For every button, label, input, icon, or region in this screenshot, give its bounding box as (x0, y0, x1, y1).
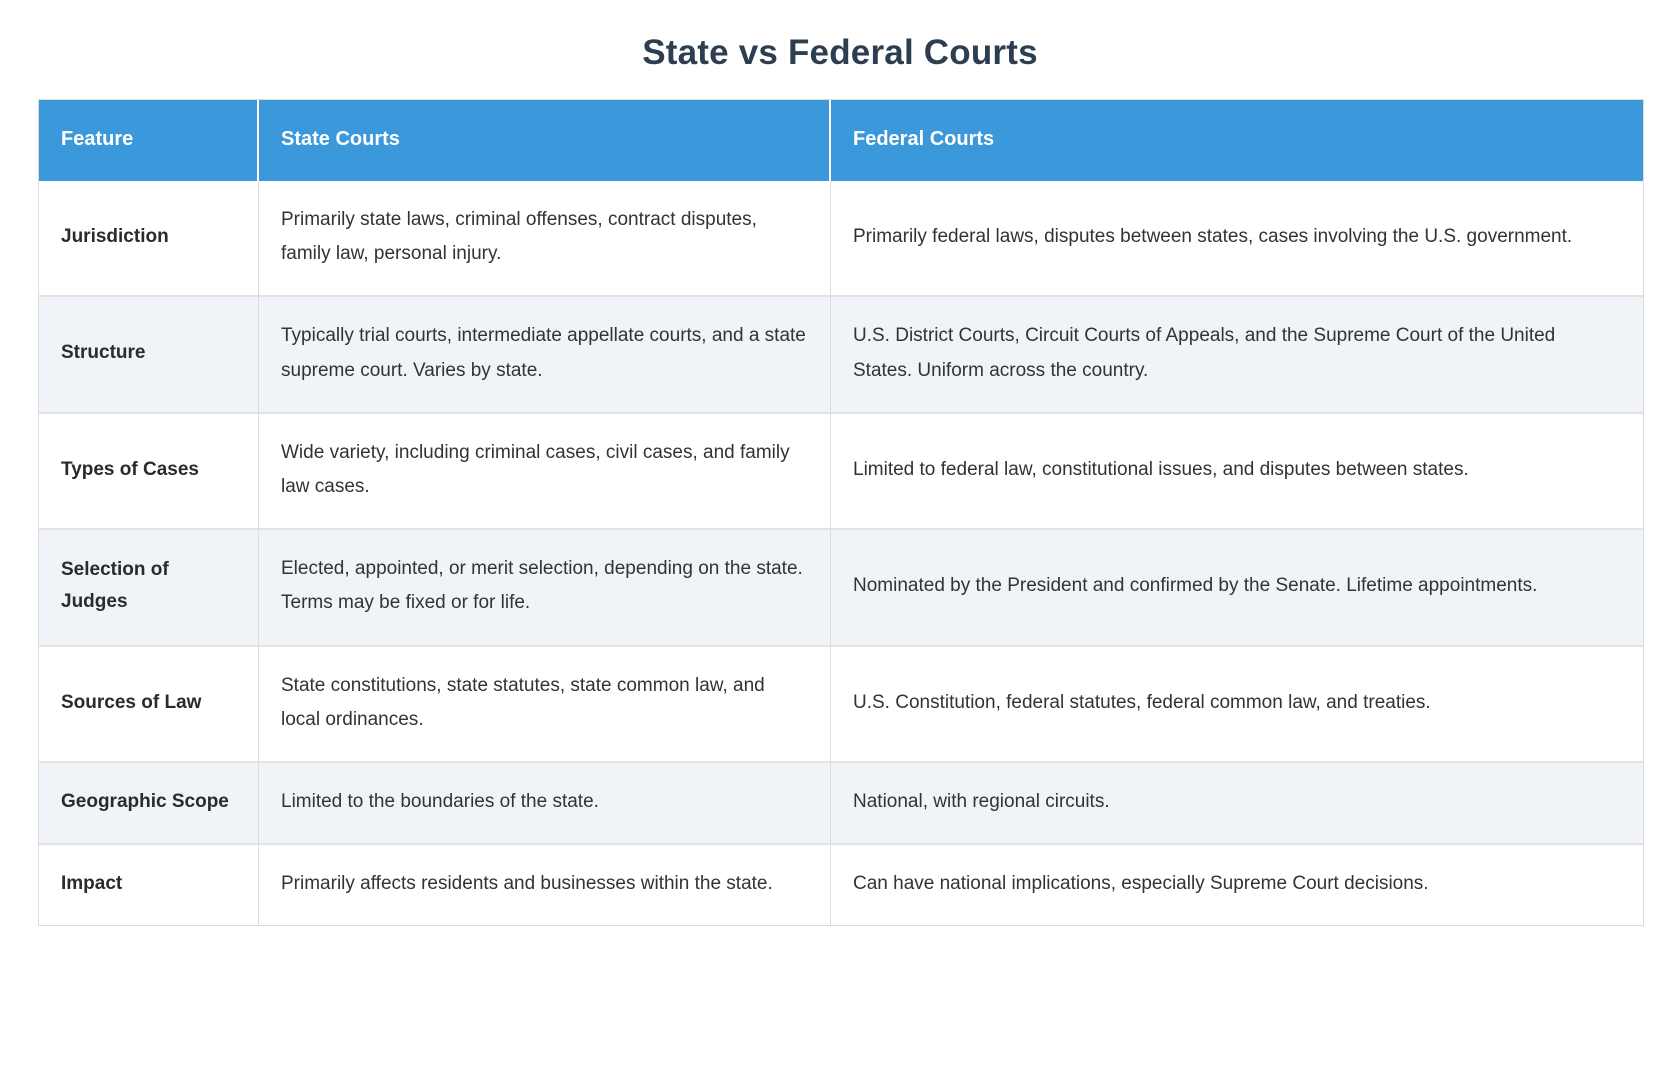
cell-selection-of-judges-federal: Nominated by the President and confirmed by the Senate. Lifetime appointments. (831, 528, 1643, 644)
cell-types-of-cases-state: Wide variety, including criminal cases, civil cases, and family law cases. (259, 412, 831, 528)
table-row-selection-of-judges (39, 528, 1643, 644)
cell-structure-federal: U.S. District Courts, Circuit Courts of Appeals, and the Supreme Court of the United States. Uniform across the country. (831, 295, 1643, 411)
cell-structure-state: Typically trial courts, intermediate appellate courts, and a state supreme court. Varies by state. (259, 295, 831, 411)
table-row-geographic-scope (39, 761, 1643, 843)
row-label-jurisdiction: Jurisdiction (39, 181, 259, 295)
column-header-feature: Feature (39, 100, 259, 181)
cell-impact-federal: Can have national implications, especially Supreme Court decisions. (831, 843, 1643, 925)
column-header-federal-courts: Federal Courts (831, 100, 1643, 181)
row-label-geographic-scope: Geographic Scope (39, 761, 259, 843)
cell-jurisdiction-federal: Primarily federal laws, disputes between states, cases involving the U.S. government. (831, 181, 1643, 295)
column-header-state-courts: State Courts (259, 100, 831, 181)
table-row-sources-of-law (39, 645, 1643, 761)
cell-impact-state: Primarily affects residents and businesses within the state. (259, 843, 831, 925)
comparison-table (38, 99, 1644, 926)
table-row-structure (39, 295, 1643, 411)
row-label-sources-of-law: Sources of Law (39, 645, 259, 761)
cell-sources-of-law-federal: U.S. Constitution, federal statutes, federal common law, and treaties. (831, 645, 1643, 761)
cell-sources-of-law-state: State constitutions, state statutes, state common law, and local ordinances. (259, 645, 831, 761)
table-header-row (39, 100, 1643, 181)
row-label-types-of-cases: Types of Cases (39, 412, 259, 528)
table-row-types-of-cases (39, 412, 1643, 528)
cell-selection-of-judges-state: Elected, appointed, or merit selection, depending on the state. Terms may be fixed or for life. (259, 528, 831, 644)
cell-jurisdiction-state: Primarily state laws, criminal offenses, contract disputes, family law, personal injury. (259, 181, 831, 295)
table-row-impact (39, 843, 1643, 925)
row-label-impact: Impact (39, 843, 259, 925)
cell-geographic-scope-federal: National, with regional circuits. (831, 761, 1643, 843)
cell-geographic-scope-state: Limited to the boundaries of the state. (259, 761, 831, 843)
cell-types-of-cases-federal: Limited to federal law, constitutional issues, and disputes between states. (831, 412, 1643, 528)
row-label-structure: Structure (39, 295, 259, 411)
table-row-jurisdiction (39, 181, 1643, 295)
row-label-selection-of-judges: Selection of Judges (39, 528, 259, 644)
page-title: State vs Federal Courts (642, 33, 1038, 72)
